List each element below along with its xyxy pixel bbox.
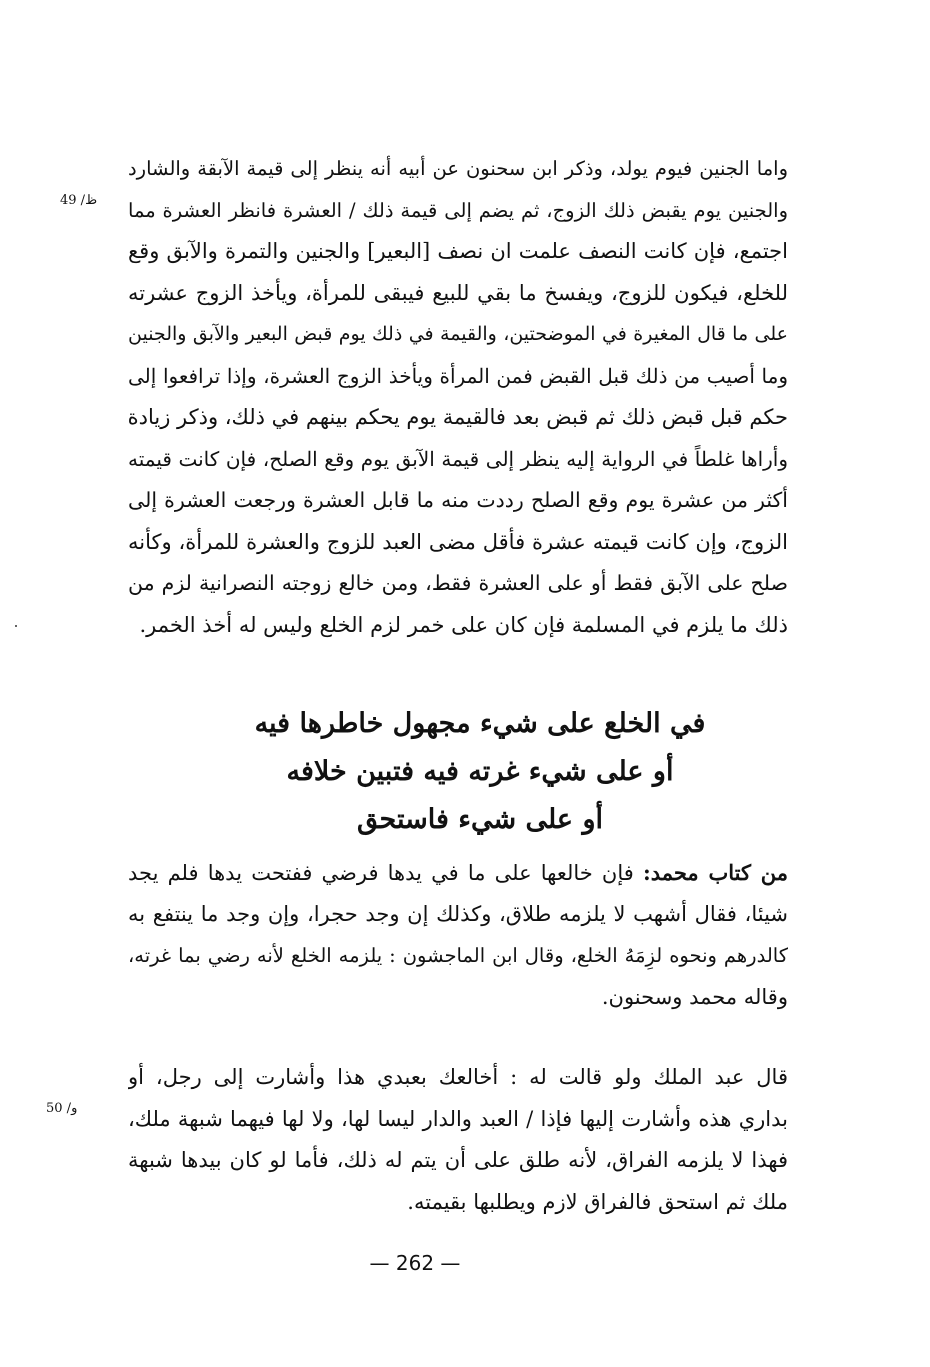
text-line: وقاله محمد وسحنون. <box>601 984 788 1009</box>
text-line: على ما قال المغيرة في الموضحتين، والقيمة في ذلك يوم قبض البعير والآبق والجنين <box>128 323 788 345</box>
folio-marker: 49 /ظ <box>60 193 98 208</box>
text-line: أكثر من عشرة يوم وقع الصلح رددت منه ما قابل العشرة ورجعت العشرة إلى <box>128 488 788 512</box>
text-line: حكم قبل قبض ذلك ثم قبض بعد فالقيمة يوم يحكم بينهم في ذلك، وذكر زيادة <box>128 405 788 429</box>
paragraph-2 <box>128 852 788 1018</box>
text-line: والجنين يوم يقبض ذلك الزوج، ثم يضم إلى قيمة ذلك / العشرة فانظر العشرة مما <box>128 198 788 222</box>
text-line: فهذا لا يلزمه الفراق، لأنه طلق على أن يتم له ذلك، فأما لو كان بيدها شبهة <box>128 1148 788 1172</box>
text-line: كالدرهم ونحوه لزِمَهُ الخلع، وقال ابن الماجشون : يلزمه الخلع لأنه رضي بما غرته، <box>128 944 788 967</box>
source-citation: من كتاب محمد: <box>642 860 788 885</box>
text-line: للخلع، فيكون للزوج، ويفسخ ما بقي للبيع فيبقى للمرأة، ويأخذ الزوج عشرته <box>128 280 788 305</box>
text-line: اجتمع، فإن كانت النصف علمت ان نصف [البعير] والجنين والتمرة والآبق وقع <box>128 239 788 263</box>
text-line: ملك ثم استحق فالفراق لازم ويطلبها بقيمته. <box>407 1189 788 1214</box>
paragraph-3 <box>128 1057 788 1223</box>
paragraph-1 <box>128 148 788 646</box>
text-line: واما الجنين فيوم يولد، وذكر ابن سحنون عن أبيه أنه ينظر إلى قيمة الآبقة والشارد <box>128 157 788 180</box>
margin-dot <box>15 625 17 627</box>
heading-line: أو على شيء فاستحق <box>357 804 603 835</box>
text-line: الزوج، وإن كانت قيمته عشرة فأقل مضى العبد للزوج والعشرة للمرأة، وكأنه <box>128 529 788 554</box>
section-heading <box>160 700 800 844</box>
text-line <box>128 852 788 894</box>
page-number: — 262 — <box>369 1251 461 1275</box>
text-line: قال عبد الملك ولو قالت له : أخالعك بعبدي هذا وأشارت إلى رجل، أو <box>128 1065 788 1089</box>
heading-line: في الخلع على شيء مجهول خاطرها فيه <box>254 708 706 739</box>
text-line: ذلك ما يلزم في المسلمة فإن كان على خمر لزم الخلع وليس له أخذ الخمر. <box>139 612 788 637</box>
text-line: صلح على الآبق فقط أو على العشرة فقط، ومن خالع زوجته النصرانية لزم من <box>128 571 788 595</box>
text-run: فإن خالعها على ما في يدها فرضي ففتحت يدها فلم يجد <box>128 861 643 885</box>
text-line: وأراها غلطاً في الرواية إليه ينظر إلى قيمة الآبق يوم وقع الصلح، فإن كانت قيمته <box>128 446 788 471</box>
folio-marker: 50 /و <box>46 1101 78 1116</box>
text-line: وما أصيب من ذلك قبل القبض فمن المرأة ويأخذ الزوج العشرة، وإذا ترافعوا إلى <box>128 363 788 388</box>
text-line: بداري هذه وأشارت إليها فإذا / العبد والدار ليسا لها، ولا لها فيهما شبهة ملك، <box>128 1106 788 1131</box>
text-line: شيئا، فقال أشهب لا يلزمه طلاق، وكذلك إن وجد حجرا، وإن وجد ما ينتفع به <box>128 901 788 926</box>
heading-line: أو على شيء غرته فيه فتبين خلافه <box>286 756 674 787</box>
